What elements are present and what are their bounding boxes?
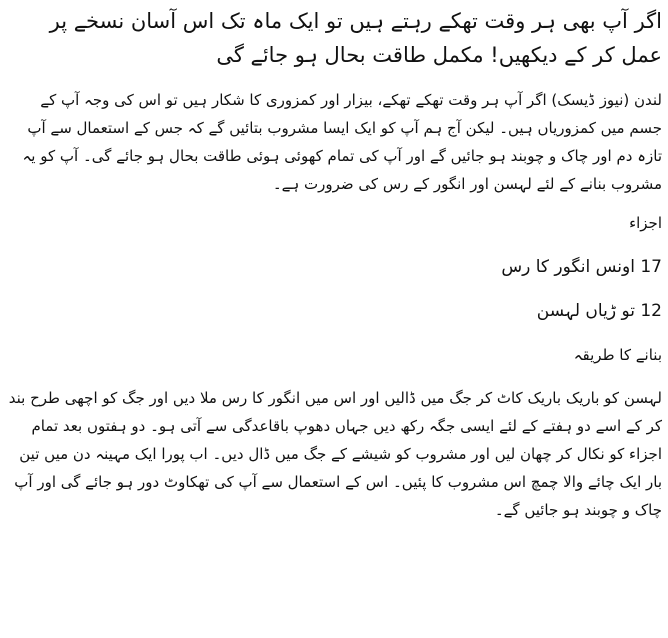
method-label: بنانے کا طریقہ xyxy=(573,346,662,364)
article-headline: اگر آپ بھی ہر وقت تھکے رہتے ہیں تو ایک ماہ تک اس آسان نسخے پر عمل کر کے دیکھیں! مکمل طاقت بحال ہو جائے گی xyxy=(49,9,662,67)
article-intro: لندن (نیوز ڈیسک) اگر آپ ہر وقت تھکے تھکے، بیزار اور کمزوری کا شکار ہیں تو اس کی وجہ آپ کے جسم میں کمزوریاں ہیں۔ لیکن آج ہم آپ کو ایک ایسا مشروب بتائیں گے کہ جس کے استعمال سے آپ تازہ دم اور چاک و چوبند ہو جائیں گے اور آپ کی تمام کھوئی ہوئی طاقت بحال ہو جائے گی۔ آپ کو یہ مشروب بنانے کے لئے لہسن اور انگور کے رس کی ضرورت ہے۔ xyxy=(22,91,662,193)
ingredients-label: اجزاء xyxy=(629,214,662,232)
article xyxy=(6,4,662,524)
method-text: لہسن کو باریک باریک کاٹ کر جگ میں ڈالیں اور اس میں انگور کا رس ملا دیں اور جگ کو اچھی طرح بند کر کے اسے دو ہفتے کے لئے ایسی جگہ رکھ دیں جہاں دھوپ باقاعدگی سے آتی ہو۔ دو ہفتوں بعد تمام اجزاء کو نکال کر چھان لیں اور مشروب کو شیشے کے جگ میں ڈال دیں۔ اب پورا ایک مہینہ دن میں تین بار ایک چائے والا چمچ اس مشروب کا پئیں۔ اس کے استعمال سے آپ کی تھکاوٹ دور ہو جائے گی اور آپ چاک و چوبند ہو جائیں گے۔ xyxy=(8,389,662,519)
ingredient-item-grape-juice: 17 اونس انگور کا رس xyxy=(501,257,662,277)
ingredient-item-garlic: 12 تو ڑیاں لہسن xyxy=(536,301,662,321)
